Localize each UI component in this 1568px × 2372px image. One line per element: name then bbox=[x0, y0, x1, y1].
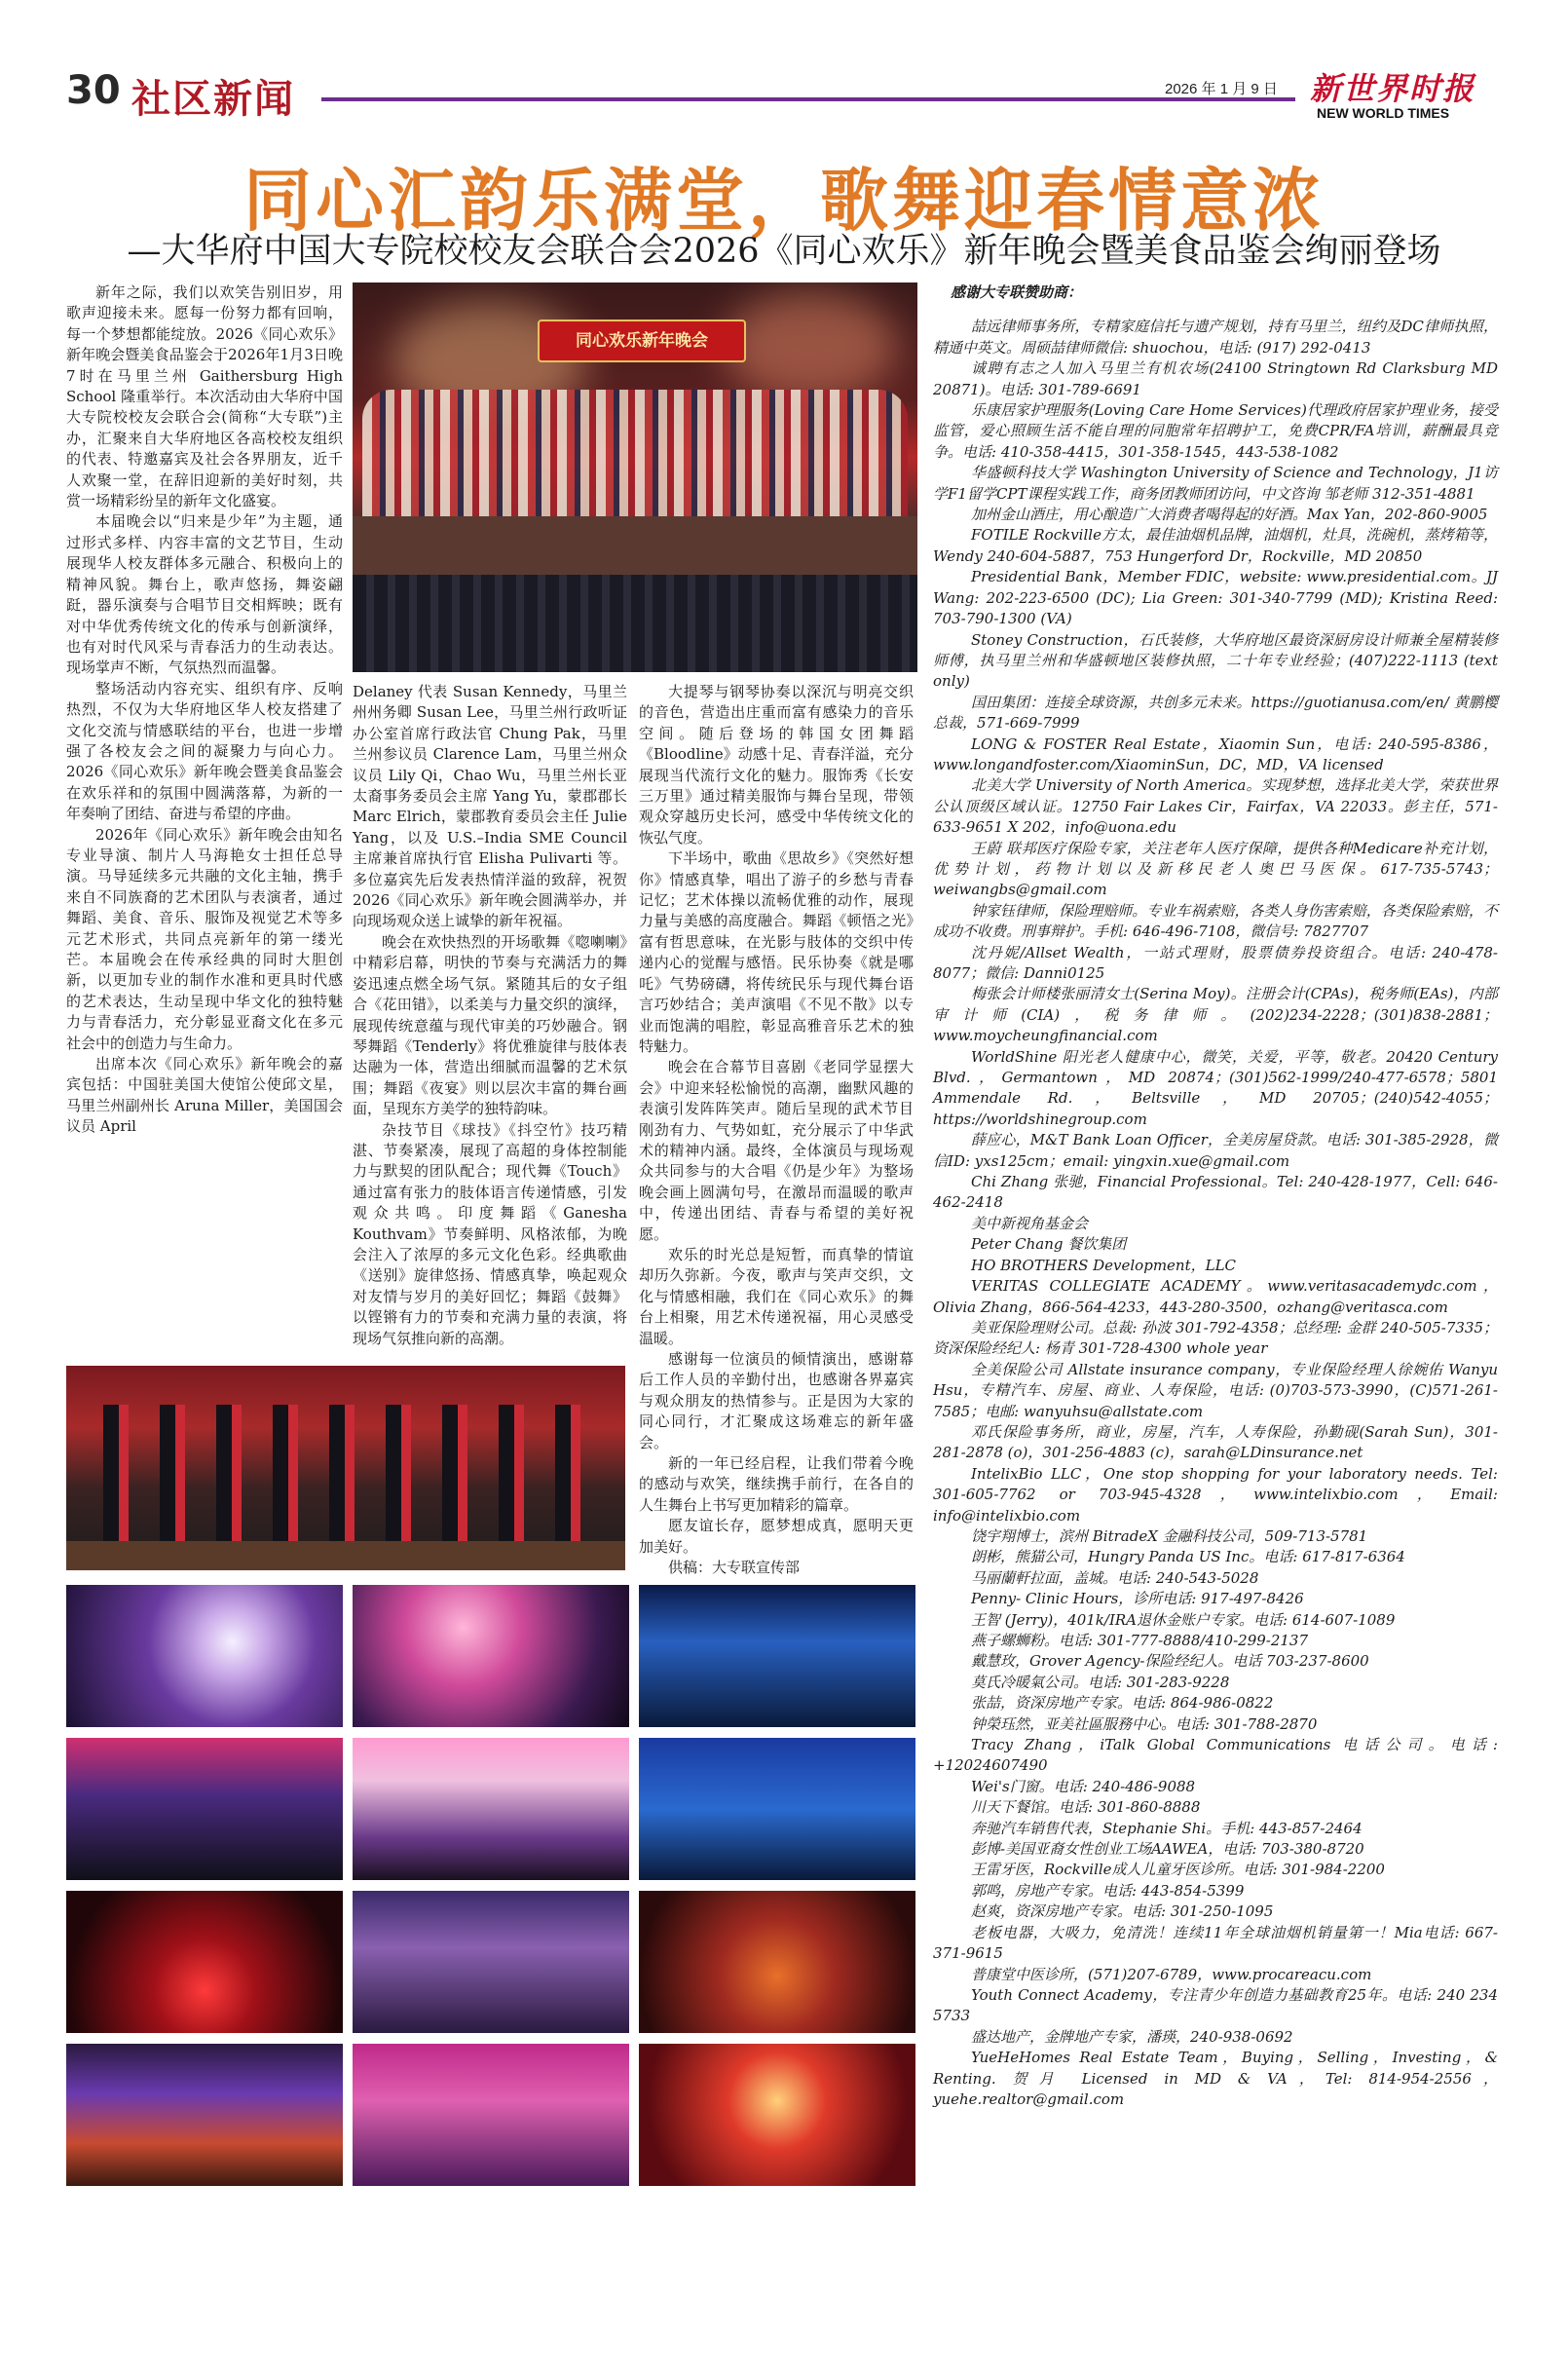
stage-banner: 同心欢乐新年晚会 bbox=[538, 320, 746, 362]
performance-photo-3 bbox=[639, 1585, 915, 1727]
section-name: 社区新闻 bbox=[131, 77, 295, 122]
sponsor-entry: VERITAS COLLEGIATE ACADEMY。www.veritasacademydc.com，Olivia Zhang，866-564-4233，443-280-3500，ozhang@veritasca.com bbox=[933, 1277, 1498, 1316]
group-photo-stage bbox=[353, 282, 917, 672]
sponsor-entry: 乐康居家护理服务(Loving Care Home Services)代理政府居家护理业务，接受监管，爱心照顾生活不能自理的同胞常年招聘护工，免费CPR/FA培训，薪酬最具竞争。电话: 410-358-4415，301-358-1545，443-538-1082 bbox=[933, 401, 1498, 461]
paragraph: 欢乐的时光总是短暂，而真挚的情谊却历久弥新。今夜，歌声与笑声交织，文化与情感相融，我们在《同心欢乐》的舞台上相聚，用艺术传递祝福，用心灵感受温暖。 bbox=[639, 1245, 914, 1347]
article-credit: 供稿：大专联宣传部 bbox=[668, 1559, 801, 1577]
sponsor-entry: Chi Zhang 张驰，Financial Professional。Tel: 240-428-1977，Cell: 646-462-2418 bbox=[933, 1173, 1498, 1212]
sponsor-entry: Tracy Zhang，iTalk Global Communications 电话公司。电话: +12024607490 bbox=[933, 1736, 1498, 1775]
sponsor-entry: 钟家钰律师，保险理赔师。专业车祸索赔，各类人身伤害索赔，各类保险索赔，不成功不收费。刑事辩护。手机: 646-496-7108，微信号: 7827707 bbox=[933, 901, 1498, 941]
sponsor-entry: FOTILE Rockville方太，最佳油烟机品牌，油烟机，灶具，洗碗机，蒸烤箱等，Wendy 240-604-5887，753 Hungerford Dr，Rockville，MD 20850 bbox=[933, 526, 1498, 565]
brand-logo: 新世界时报 bbox=[1310, 70, 1476, 107]
paragraph: 愿友谊长存，愿梦想成真，愿明天更加美好。 bbox=[639, 1517, 914, 1556]
article-column-2 bbox=[353, 682, 627, 1349]
article-column-3 bbox=[639, 682, 914, 1578]
sponsor-entry: 王蔚 联邦医疗保险专家，关注老年人医疗保障，提供各种Medicare补充计划，优势计划，药物计划以及新移民老人奥巴马医保。617-735-5743；weiwangbs@gmail.com bbox=[933, 839, 1498, 899]
sponsor-entry: 全美保险公司 Allstate insurance company，专业保险经理人徐婉佑 Wanyu Hsu，专精汽车、房屋、商业、人寿保险，电话: (0)703-573-3990，(C)571-261-7585；电邮: wanyuhsu@allstate.com bbox=[933, 1360, 1498, 1420]
guests-photo bbox=[66, 1366, 625, 1570]
brand-english: NEW WORLD TIMES bbox=[1317, 105, 1450, 121]
article-column-1 bbox=[66, 282, 343, 1138]
sponsor-entry: 赵爽，资深房地产专家。电话: 301-250-1095 bbox=[971, 1902, 1274, 1921]
paragraph: 感谢每一位演员的倾情演出，感谢幕后工作人员的辛勤付出，也感谢各界嘉宾与观众朋友的热情参与。正是因为大家的同心同行，才汇聚成这场难忘的新年盛会。 bbox=[639, 1350, 914, 1451]
sponsor-entry: 奔驰汽车销售代表，Stephanie Shi。手机: 443-857-2464 bbox=[971, 1819, 1363, 1837]
sponsor-entry: 戴慧玫，Grover Agency-保险经纪人。电话 703-237-8600 bbox=[971, 1652, 1369, 1671]
sponsor-entry: Penny- Clinic Hours，诊所电话: 917-497-8426 bbox=[971, 1590, 1304, 1608]
page-number: 30 bbox=[66, 68, 121, 113]
performance-photo-9 bbox=[639, 1891, 915, 2033]
sponsor-entry: Peter Chang 餐饮集团 bbox=[971, 1235, 1127, 1254]
sponsor-entry: 马丽蘭軒拉面，盖城。电话: 240-543-5028 bbox=[971, 1568, 1259, 1587]
article-subtitle: —大华府中国大专院校校友会联合会2026《同心欢乐》新年晚会暨美食品鉴会绚丽登场 bbox=[127, 232, 1441, 271]
sponsor-entry: 美亚保险理财公司。总裁: 孙波 301-792-4358；总经理: 金群 240-505-7335；资深保险经纪人: 杨青 301-728-4300 whole year bbox=[933, 1318, 1498, 1358]
header-rule bbox=[321, 97, 1295, 101]
sponsor-entry: 王雷牙医，Rockville成人儿童牙医诊所。电话: 301-984-2200 bbox=[971, 1861, 1385, 1879]
sponsor-entry: 莫氏冷暖氣公司。电话: 301-283-9228 bbox=[971, 1673, 1230, 1691]
paragraph: 新的一年已经启程，让我们带着今晚的感动与欢笑，继续携手前行，在各自的人生舞台上书写更加精彩的篇章。 bbox=[639, 1454, 914, 1514]
sponsor-entry: Stoney Construction，石氏装修，大华府地区最资深厨房设计师兼全屋精装修师傅，执马里兰州和华盛顿地区装修执照，二十年专业经验；(407)222-1113 (text only) bbox=[933, 630, 1498, 691]
paragraph: 大提琴与钢琴协奏以深沉与明亮交织的音色，营造出庄重而富有感染力的音乐空间。随后登场的韩国女团舞蹈《Bloodline》动感十足、青春洋溢，充分展现当代流行文化的魅力。服饰秀《长安三万里》通过精美服饰与舞台呈现，带领观众穿越历史长河，感受中华传统文化的恢弘气度。 bbox=[639, 683, 914, 847]
issue-date: 2026 年 1 月 9 日 bbox=[1165, 81, 1278, 97]
sponsor-entry: 加州金山酒庄，用心酿造广大消费者喝得起的好酒。Max Yan，202-860-9005 bbox=[971, 506, 1488, 524]
sponsor-entry: 喆远律师事务所，专精家庭信托与遗产规划，持有马里兰，纽约及DC律师执照，精通中英文。周硕喆律师微信: shuochou，电话: (917) 292-0413 bbox=[933, 318, 1498, 357]
sponsor-entry: Presidential Bank，Member FDIC，website: www.presidential.com。JJ Wang: 202-223-6500 (DC); Lia Green: 301-340-7799 (MD); Kristina Reed: 703-790-1300 (VA) bbox=[933, 568, 1498, 628]
performance-photo-10 bbox=[66, 2044, 343, 2186]
paragraph: 本届晚会以“归来是少年”为主题，通过形式多样、内容丰富的文艺节目，生动展现华人校友群体多元融合、积极向上的精神风貌。舞台上，歌声悠扬，舞姿翩跹，器乐演奏与合唱节目交相辉映；既有对中华优秀传统文化的传承与创新演绎，也有对时代风采与青春活力的生动表达。现场掌声不断，气氛热烈而温馨。 bbox=[66, 512, 343, 677]
paragraph: 2026年《同心欢乐》新年晚会由知名专业导演、制片人马海艳女士担任总导演。马导延续多元共融的文化主轴，携手来自不同族裔的艺术团队与表演者，通过舞蹈、美食、音乐、服饰及视觉艺术等多元艺术形式，共同点亮新年的第一缕光芒。本届晚会在传承经典的同时大胆创新，以更加专业的制作水准和更具时代感的艺术表达，生动呈现中华文化的独特魅力与青春活力，充分彰显亚裔文化在多元社会中的创造力与生命力。 bbox=[66, 825, 343, 1052]
sponsor-entry: 华盛顿科技大学 Washington University of Science and Technology，J1访学F1留学CPT课程实践工作，商务团教师团访问，中文咨询 邹老师 312-351-4881 bbox=[933, 464, 1498, 503]
paragraph: 晚会在欢快热烈的开场歌舞《唿喇喇》中精彩启幕，明快的节奏与充满活力的舞姿迅速点燃全场气氛。紧随其后的女子组合《花田错》，以柔美与力量交织的演绎，展现传统意蕴与现代审美的巧妙融合。钢琴舞蹈《Tenderly》将优雅旋律与肢体表达融为一体，营造出细腻而温馨的艺术氛围；舞蹈《夜宴》则以层次丰富的舞台画面，呈现东方美学的独特韵味。 bbox=[353, 932, 627, 1118]
sponsor-entry: 盛达地产，金牌地产专家，潘瑛，240-938-0692 bbox=[971, 2027, 1293, 2046]
sponsor-entry: 薛应心，M&T Bank Loan Officer，全美房屋贷款。电话: 301-385-2928，微信ID: yxs125cm；email: yingxin.xue@gmail.com bbox=[933, 1131, 1498, 1170]
sponsor-entry: 朗彬，熊猫公司，Hungry Panda US Inc。电话: 617-817-6364 bbox=[971, 1548, 1405, 1566]
sponsor-list bbox=[933, 282, 1498, 2110]
article-title: 同心汇韵乐满堂，歌舞迎春情意浓 bbox=[243, 160, 1325, 241]
sponsor-list-title: 感谢大专联赞助商： bbox=[951, 283, 1083, 301]
sponsor-entry: IntelixBio LLC，One stop shopping for your laboratory needs. Tel: 301-605-7762 or 703-945-4328，www.intelixbio.com，Email: info@intelixbio.com bbox=[933, 1464, 1498, 1525]
paragraph: 下半场中，歌曲《思故乡》《突然好想你》情感真挚，唱出了游子的乡愁与青春记忆；艺术体操以流畅优雅的动作，展现力量与美感的高度融合。舞蹈《顿悟之光》富有哲思意味，在光影与肢体的交织中传递内心的觉醒与感悟。民乐协奏《就是哪吒》气势磅礴，将传统民乐与现代舞台语言巧妙结合；美声演唱《不见不散》以专业而饱满的唱腔，彰显高雅音乐艺术的独特魅力。 bbox=[639, 849, 914, 1055]
performance-photo-12 bbox=[639, 2044, 915, 2186]
sponsor-entry: 郭鸣，房地产专家。电话: 443-854-5399 bbox=[971, 1881, 1245, 1900]
paragraph: 新年之际，我们以欢笑告别旧岁，用歌声迎接未来。愿每一份努力都有回响，每一个梦想都能绽放。2026《同心欢乐》新年晚会暨美食品鉴会于2026年1月3日晚7时在马里兰州 Gaithersburg High School 隆重举行。本次活动由大华府中国大专院校校友会联合会(简称“大专联”)主办，汇聚来自大华府地区各高校校友组织的代表、特邀嘉宾及社会各界朋友，近千人欢聚一堂，在辞旧迎新的美好时刻，共赏一场精彩纷呈的新年文化盛宴。 bbox=[66, 283, 343, 510]
sponsor-entry: 美中新视角基金会 bbox=[971, 1214, 1089, 1232]
sponsor-entry: HO BROTHERS Development，LLC bbox=[971, 1256, 1237, 1274]
performance-photo-11 bbox=[353, 2044, 629, 2186]
sponsor-entry: 川天下餐馆。电话: 301-860-8888 bbox=[971, 1798, 1201, 1817]
paragraph: 杂技节目《球技》《抖空竹》技巧精湛、节奏紧凑，展现了高超的身体控制能力与默契的团队配合；现代舞《Touch》通过富有张力的肢体语言传递情感，引发观众共鸣。印度舞蹈《Ganesha Kouthvam》节奏鲜明、风格浓郁，为晚会注入了浓厚的多元文化色彩。经典歌曲《送别》旋律悠扬、情感真挚，唤起观众对友情与岁月的美好回忆；舞蹈《鼓舞》以铿锵有力的节奏和充满力量的表演，将现场气氛推向新的高潮。 bbox=[353, 1120, 627, 1347]
performance-photo-1 bbox=[66, 1585, 343, 1727]
sponsor-entry: 张喆，资深房地产专家。电话: 864-986-0822 bbox=[971, 1694, 1274, 1713]
sponsor-entry: 饶宇翔博士，滨州 BitradeX 金融科技公司，509-713-5781 bbox=[971, 1526, 1368, 1545]
sponsor-entry: 普康堂中医诊所，(571)207-6789，www.procareacu.com bbox=[971, 1965, 1372, 1983]
sponsor-entry: YueHeHomes Real Estate Team，Buying，Selling，Investing，& Renting. 贺月 Licensed in MD & VA，Tel: 814-954-2556，yuehe.realtor@gmail.com bbox=[933, 2049, 1498, 2108]
sponsor-entry: LONG & FOSTER Real Estate，Xiaomin Sun，电话: 240-595-8386，www.longandfoster.com/XiaominSun，DC，MD，VA licensed bbox=[933, 734, 1498, 773]
performance-photo-4 bbox=[66, 1738, 343, 1880]
paragraph: 整场活动内容充实、组织有序、反响热烈，不仅为大华府地区华人校友搭建了文化交流与情感联结的平台，也进一步增强了各校友会之间的凝聚力与向心力。2026《同心欢乐》新年晚会暨美食品鉴会在欢乐祥和的氛围中圆满落幕，为新的一年奏响了团结、奋进与希望的序曲。 bbox=[66, 679, 343, 823]
sponsor-entry: 梅张会计师楼张丽清女士(Serina Moy)。注册会计(CPAs)，税务师(EAs)，内部审计师(CIA)，税务律师。(202)234-2228；(301)838-2881；www.moycheungfinancial.com bbox=[933, 985, 1498, 1045]
performance-photo-8 bbox=[353, 1891, 629, 2033]
sponsor-entry: 诚聘有志之人加入马里兰有机农场(24100 Stringtown Rd Clarksburg MD 20871)。电话: 301-789-6691 bbox=[933, 359, 1498, 398]
sponsor-entry: Wei's门窗。电话: 240-486-9088 bbox=[971, 1777, 1196, 1795]
performance-photo-7 bbox=[66, 1891, 343, 2033]
sponsor-entry: 彭博-美国亚裔女性创业工场AAWEA，电话: 703-380-8720 bbox=[971, 1840, 1364, 1859]
paragraph: 晚会在合幕节目喜剧《老同学显摆大会》中迎来轻松愉悦的高潮，幽默风趣的表演引发阵阵笑声。随后呈现的武术节目刚劲有力、气势如虹，充分展示了中华武术的精神内涵。最终，全体演员与现场观众共同参与的大合唱《仍是少年》为整场晚会画上圆满句号，在激昂而温暖的歌声中，传递出团结、青春与希望的美好祝愿。 bbox=[639, 1058, 914, 1243]
sponsor-entry: 国田集团：连接全球资源，共创多元未来。https://guotianusa.com/en/ 黄鹏樱总裁，571-669-7999 bbox=[933, 693, 1498, 733]
sponsor-entry: Youth Connect Academy，专注青少年创造力基础教育25年。电话: 240 234 5733 bbox=[933, 1985, 1498, 2025]
sponsor-entry: 钟榮珏然，亚美社區服務中心。电话: 301-788-2870 bbox=[971, 1714, 1318, 1733]
performance-photo-5 bbox=[353, 1738, 629, 1880]
performance-photo-2 bbox=[353, 1585, 629, 1727]
sponsor-entry: 王智 (Jerry)，401k/IRA退休金账户专家。电话: 614-607-1089 bbox=[971, 1610, 1396, 1629]
sponsor-entry: 燕子螺蛳粉。电话: 301-777-8888/410-299-2137 bbox=[971, 1632, 1309, 1649]
paragraph: 出席本次《同心欢乐》新年晚会的嘉宾包括：中国驻美国大使馆公使邱文星，马里兰州副州长 Aruna Miller，美国国会议员 April bbox=[66, 1055, 343, 1136]
sponsor-entry: 老板电器，大吸力，免清洗！连续11年全球油烟机销量第一！Mia电话: 667-371-9615 bbox=[933, 1923, 1498, 1963]
performance-photo-6 bbox=[639, 1738, 915, 1880]
sponsor-entry: 北美大学 University of North America。实现梦想，选择北美大学，荣获世界公认顶级区域认证。12750 Fair Lakes Cir，Fairfax，VA 22033。彭主任，571-633-9651 X 202，info@uona.edu bbox=[933, 776, 1498, 837]
sponsor-entry: WorldShine 阳光老人健康中心，微笑，关爱，平等，敬老。20420 Century Blvd.，Germantown，MD 20874；(301)562-1999/240-477-6578；5801 Ammendale Rd.，Beltsville，MD 20705；(240)542-4055；https://worldshinegroup.com bbox=[933, 1047, 1498, 1128]
paragraph: Delaney 代表 Susan Kennedy，马里兰州州务卿 Susan Lee，马里兰州行政听证办公室首席行政法官 Chung Pak，马里兰州参议员 Clarence Lam，马里兰州众议员 Lily Qi，Chao Wu，马里兰州长亚太裔事务委员会主席 Yang Yu，蒙郡郡长 Marc Elrich，蒙郡教育委员会主任 Julie Yang，以及 U.S.–India SME Council 主席兼首席执行官 Elisha Pulivarti 等。多位嘉宾先后发表热情洋溢的致辞，祝贺2026《同心欢乐》新年晚会圆满举办，并向现场观众送上诚挚的新年祝福。 bbox=[353, 683, 627, 930]
sponsor-entry: 邓氏保险事务所，商业，房屋，汽车，人寿保险，孙勤砚(Sarah Sun)，301-281-2878 (o)，301-256-4883 (c)，sarah@LDinsurance.net bbox=[933, 1422, 1498, 1462]
sponsor-entry: 沈丹妮/Allset Wealth，一站式理财，股票债券投资组合。电话: 240-478-8077；微信: Danni0125 bbox=[933, 943, 1498, 982]
